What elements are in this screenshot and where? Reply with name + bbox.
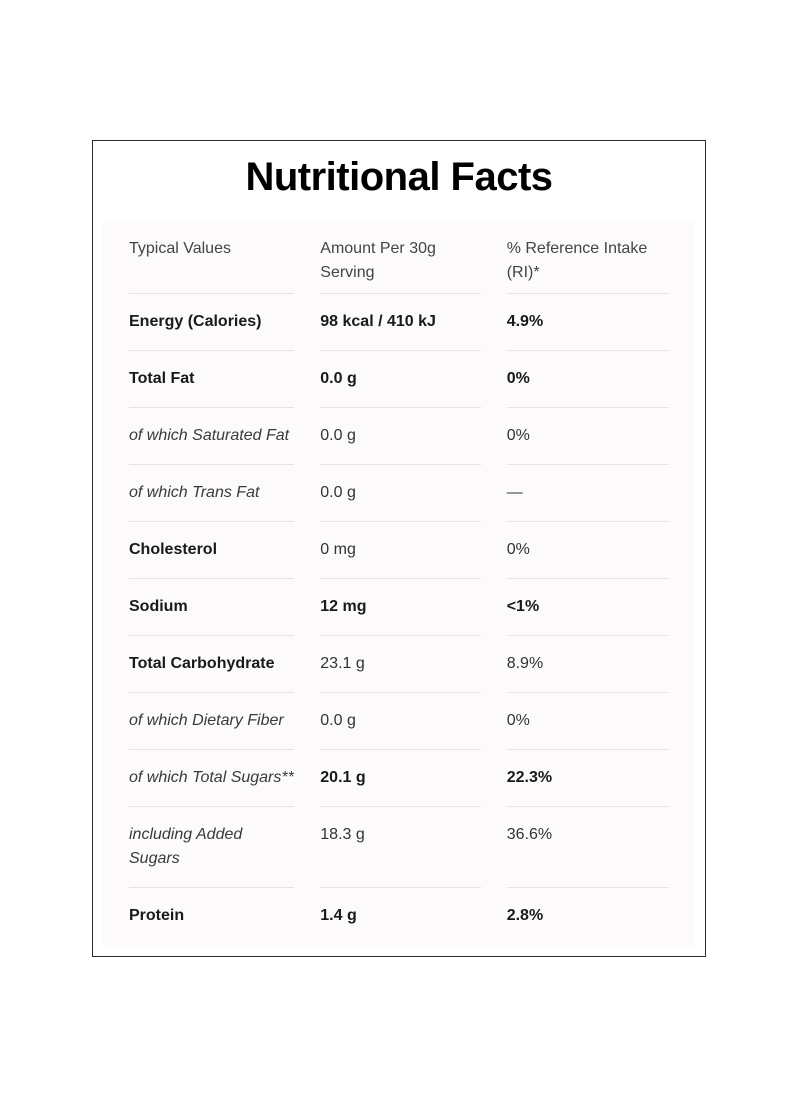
row-ri: 36.6% <box>507 807 669 888</box>
table-row <box>129 579 669 636</box>
row-ri: 8.9% <box>507 636 669 693</box>
row-amount: 12 mg <box>320 579 480 636</box>
nutrition-table-container <box>103 221 695 947</box>
row-amount: 98 kcal / 410 kJ <box>320 294 480 351</box>
table-row <box>129 636 669 693</box>
row-label: Cholesterol <box>129 522 294 579</box>
row-label: including Added Sugars <box>129 807 294 888</box>
row-label: of which Saturated Fat <box>129 408 294 465</box>
header-amount-per-serving: Amount Per 30g Serving <box>320 221 480 294</box>
row-label: of which Trans Fat <box>129 465 294 522</box>
row-ri: 0% <box>507 351 669 408</box>
table-row <box>129 294 669 351</box>
table-header-row <box>129 221 669 294</box>
page-title: Nutritional Facts <box>245 155 553 199</box>
row-ri: 0% <box>507 522 669 579</box>
table-row <box>129 465 669 522</box>
row-ri: 2.8% <box>506 907 544 924</box>
nutrition-table <box>103 221 695 944</box>
row-amount: 0.0 g <box>320 693 480 750</box>
table-row <box>129 888 669 944</box>
row-label: of which Total Sugars** <box>129 750 294 807</box>
table-row <box>129 408 669 465</box>
table-row <box>129 807 669 888</box>
row-ri: 0% <box>507 693 669 750</box>
header-typical-values: Typical Values <box>129 221 294 294</box>
table-row <box>129 750 669 807</box>
row-ri: 22.3% <box>507 750 669 807</box>
row-amount: 20.1 g <box>320 750 480 807</box>
nutrition-facts-panel <box>92 140 706 957</box>
row-ri: 0% <box>507 408 669 465</box>
table-row <box>129 351 669 408</box>
row-amount: 0 mg <box>320 522 480 579</box>
row-amount: 1.4 g <box>320 907 357 924</box>
row-ri: — <box>507 465 669 522</box>
table-row <box>129 693 669 750</box>
row-label: Protein <box>129 907 185 924</box>
row-ri: 4.9% <box>507 294 669 351</box>
row-label: Total Carbohydrate <box>129 636 294 693</box>
row-amount: 0.0 g <box>320 465 480 522</box>
row-ri: <1% <box>507 579 669 636</box>
row-amount: 18.3 g <box>320 807 480 888</box>
header-reference-intake: % Reference Intake (RI)* <box>507 221 669 294</box>
row-amount: 0.0 g <box>320 351 480 408</box>
row-label: Total Fat <box>129 351 294 408</box>
table-row <box>129 522 669 579</box>
row-label: Sodium <box>129 579 294 636</box>
row-label: of which Dietary Fiber <box>129 693 294 750</box>
row-amount: 23.1 g <box>320 636 480 693</box>
row-label: Energy (Calories) <box>129 294 294 351</box>
row-amount: 0.0 g <box>320 408 480 465</box>
